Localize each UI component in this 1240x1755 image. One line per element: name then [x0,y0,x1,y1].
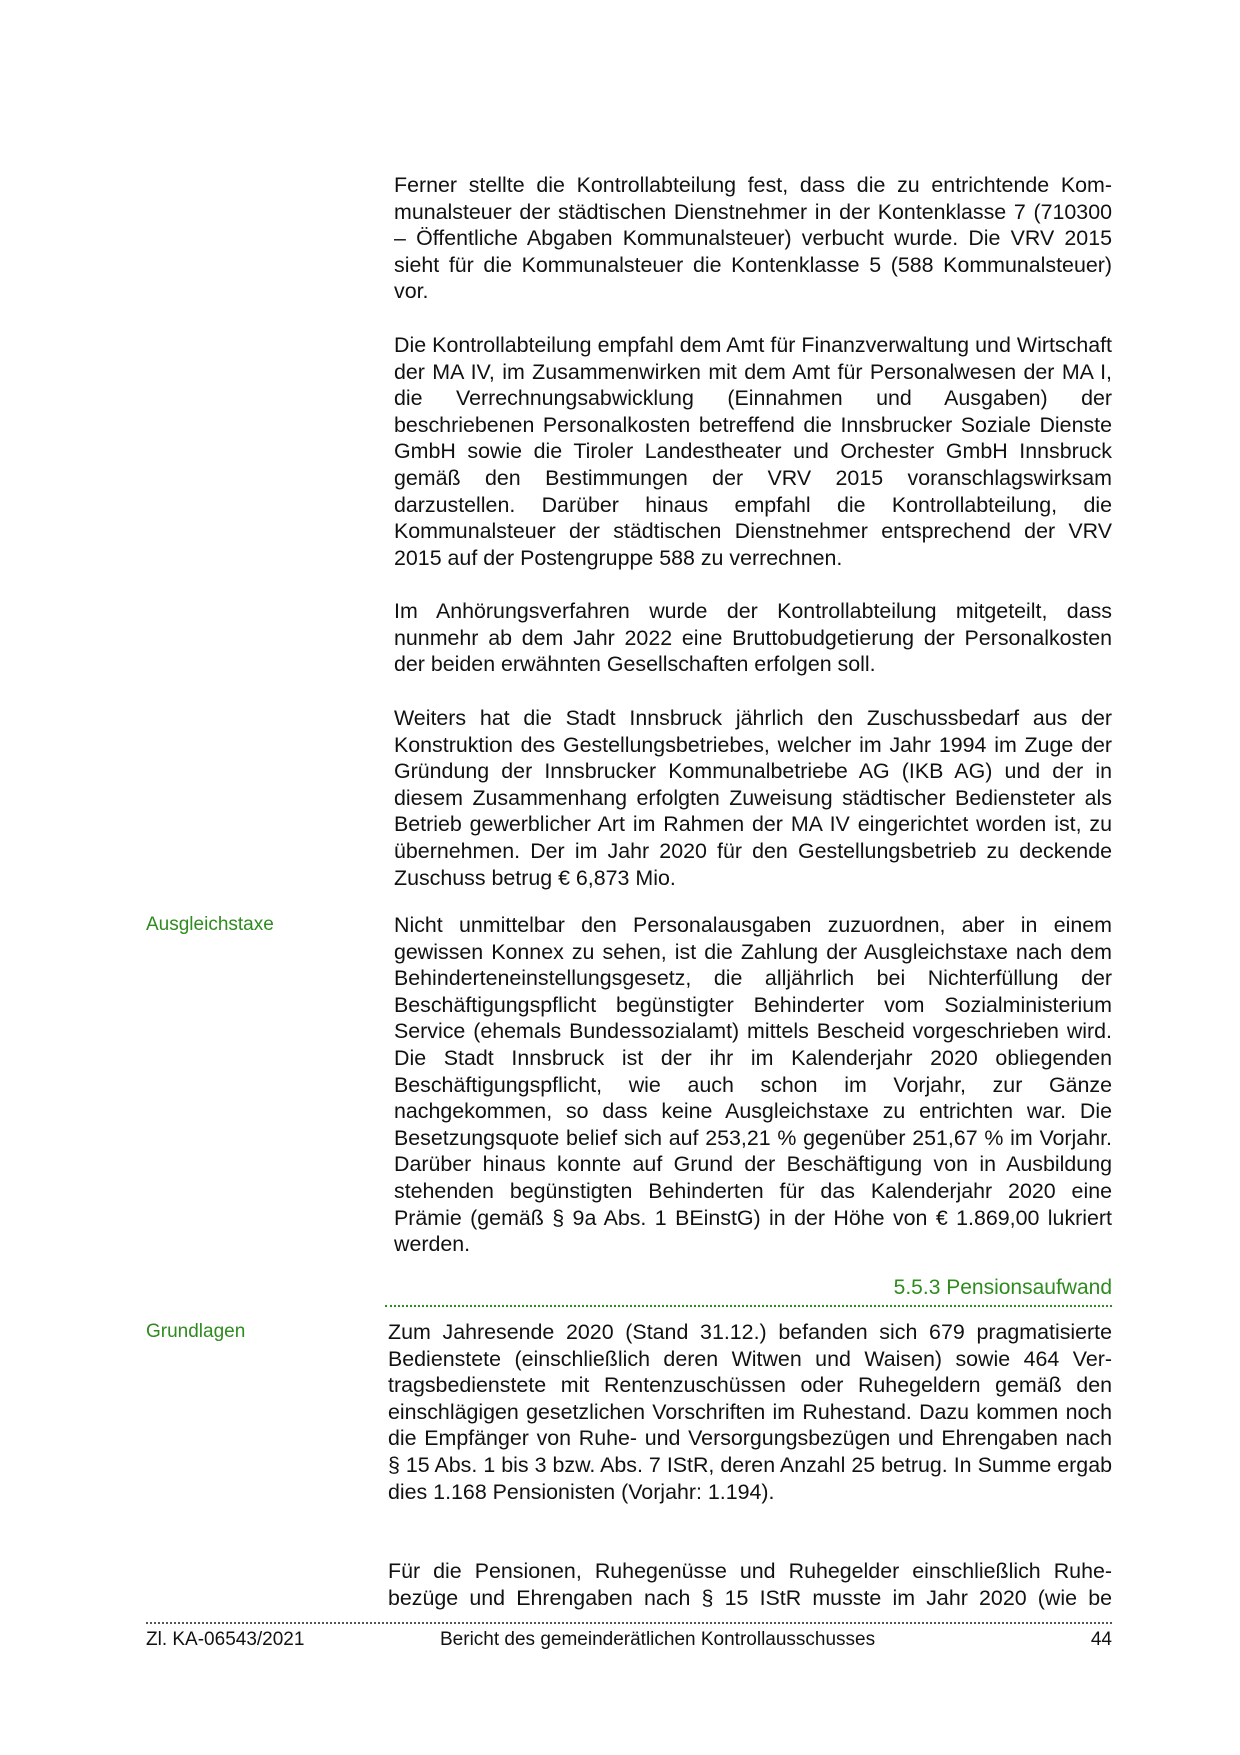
footer-reference: Zl. KA-06543/2021 [146,1629,305,1650]
page-number: 44 [1090,1629,1112,1650]
paragraph-kommunalsteuer: Ferner stellte die Kontrollabteilung fest, dass die zu entrichtende Kommunalsteuer der städtischen Dienstnehmer in der Kontenklasse 7 (710300 – Öffentliche Abgaben Kommunalsteuer) verbucht wurde. Die VRV 2015 sieht für die Kommunalsteuer die Kontenklasse 5 (588 Kommunalsteuer) vor. [394,173,1112,304]
paragraph-gestellungsbetrieb: Weiters hat die Stadt Innsbruck jährlich den Zuschussbedarf aus der Konstruktion des Gestellungsbetriebes, welcher im Jahr 1994 im Zuge der Gründung der Innsbrucker Kommunalbetriebe AG (IKB AG) und der in diesem Zusammenhang erfolgten Zuweisung städtischer Bediensteter als Betrieb gewerblicher Art im Rahmen der MA IV eingerichtet worden ist, zu übernehmen. Der im Jahr 2020 für den Gestellungsbetrieb zu deckende Zuschuss betrug € 6,873 Mio. [394,706,1112,890]
margin-note-ausgleichstaxe: Ausgleichstaxe [146,914,274,935]
paragraph-pensionen: Für die Pensionen, Ruhegenüsse und Ruhegelder einschließlich Ruhebezüge und Ehrengaben nach § 15 IStR musste im Jahr 2020 (wie be [388,1559,1112,1610]
paragraph-empfehlung: Die Kontrollabteilung empfahl dem Amt für Finanzverwaltung und Wirtschaft der MA IV, im Zusammenwirken mit dem Amt für Personalwesen der MA I, die Verrechnungsabwicklung (Einnahmen und Ausgaben) der beschriebenen Personalkosten betreffend die Innsbrucker Soziale Dienste GmbH sowie die Tiroler Landestheater und Orchester GmbH Innsbruck gemäß den Bestimmungen der VRV 2015 voranschlagswirksam darzustellen. Darüber hinaus empfahl die Kontrollabteilung, die Kommunalsteuer der städtischen Dienstnehmer entsprechend der VRV 2015 auf der Postengruppe 588 zu verrechnen. [394,333,1112,570]
paragraph-anhoerung: Im Anhörungsverfahren wurde der Kontrollabteilung mitgeteilt, dass nunmehr ab dem Jahr 2022 eine Bruttobudgetierung der Personalkosten der beiden erwähnten Gesellschaften erfolgen soll. [394,599,1112,677]
section-divider [385,1305,1112,1307]
margin-note-grundlagen: Grundlagen [146,1321,246,1342]
paragraph-grundlagen: Zum Jahresende 2020 (Stand 31.12.) befanden sich 679 pragmatisierte Bedienstete (einschließlich deren Witwen und Waisen) sowie 464 Vertragsbedienstete mit Rentenzuschüssen oder Ruhegeldern gemäß den einschlägigen gesetzlichen Vorschriften im Ruhestand. Dazu kommen noch die Empfänger von Ruhe- und Versorgungsbezügen und Ehrengaben nach § 15 Abs. 1 bis 3 bzw. Abs. 7 IStR, deren Anzahl 25 betrug. In Summe ergab dies 1.168 Pensionisten (Vorjahr: 1.194). [388,1320,1112,1504]
paragraph-ausgleichstaxe: Nicht unmittelbar den Personalausgaben zuzuordnen, aber in einem gewissen Konnex zu sehen, ist die Zahlung der Ausgleichstaxe nach dem Behinderteneinstellungsgesetz, die alljährlich bei Nichterfüllung der Beschäftigungspflicht begünstigter Behinderter vom Sozialministerium Service (ehemals Bundessozialamt) mittels Bescheid vorgeschrieben wird. Die Stadt Innsbruck ist der ihr im Kalenderjahr 2020 obliegenden Beschäftigungspflicht, wie auch schon im Vorjahr, zur Gänze nachgekommen, so dass keine Ausgleichstaxe zu entrichten war. Die Besetzungsquote belief sich auf 253,21 % gegenüber 251,67 % im Vorjahr. Darüber hinaus konnte auf Grund der Beschäftigung von in Ausbildung stehenden begünstigten Behinderten für das Kalenderjahr 2020 eine Prämie (gemäß § 9a Abs. 1 BEinstG) in der Höhe von € 1.869,00 lukriert werden. [394,913,1112,1257]
footer-title: Bericht des gemeinderätlichen Kontrollausschusses [440,1629,876,1650]
section-heading-pensionsaufwand: 5.5.3 Pensionsaufwand [893,1276,1112,1299]
footer-divider [146,1622,1112,1624]
